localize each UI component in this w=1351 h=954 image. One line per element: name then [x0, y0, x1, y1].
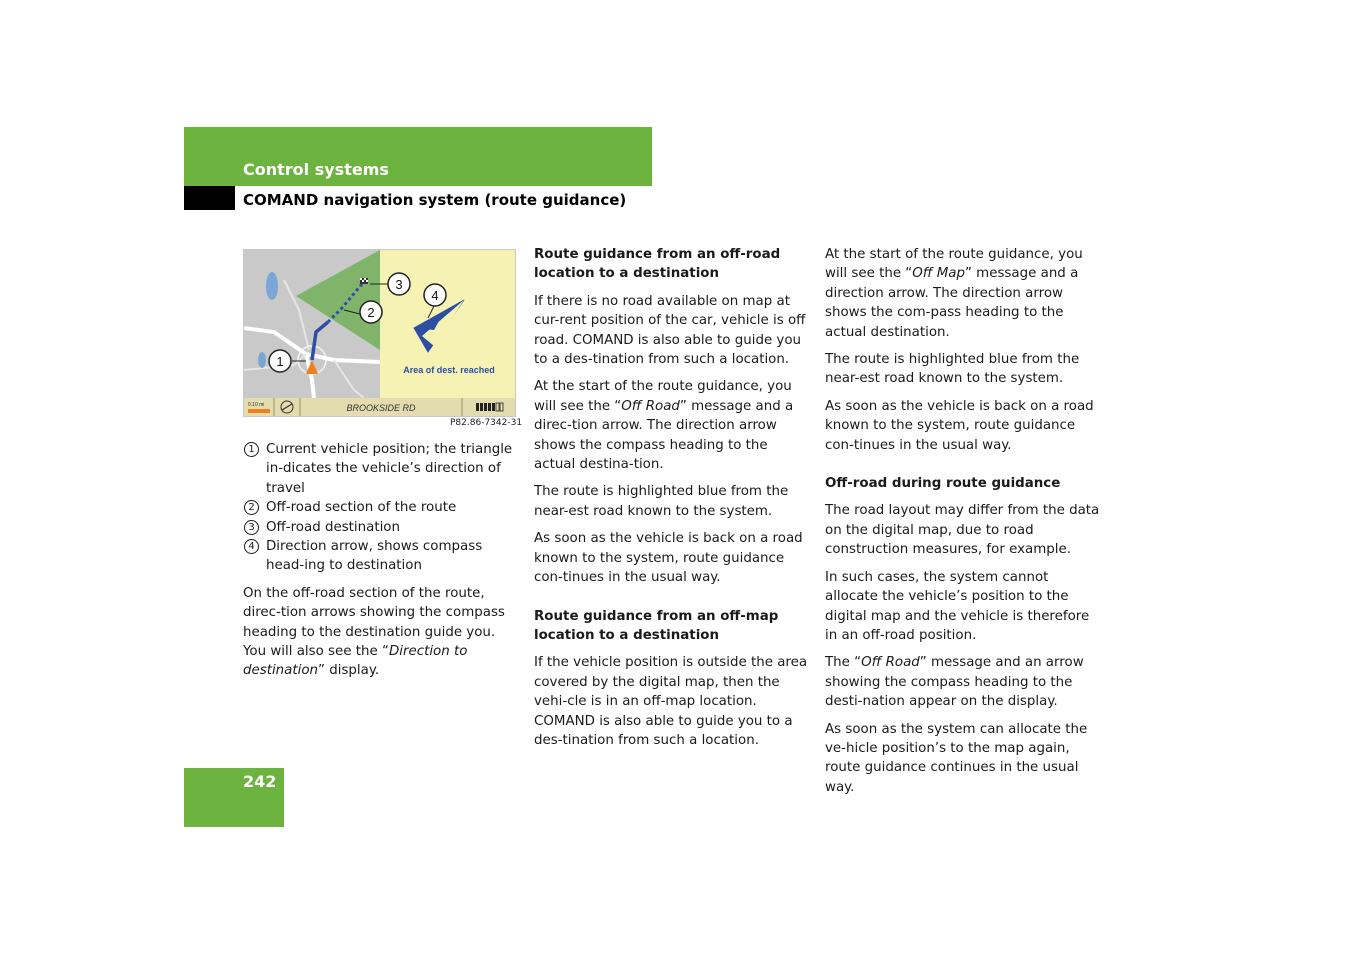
navigation-map [244, 250, 515, 416]
paragraph: As soon as the vehicle is back on a road known to the system, route guidance con-tinues in the usual way. [825, 398, 1094, 453]
svg-text:4: 4 [431, 288, 439, 303]
page-number: 242 [243, 772, 277, 791]
paragraph: The route is highlighted blue from the near-est road known to the system. [534, 484, 789, 519]
heading-off-road: Route guidance from an off-road location to a destination [534, 247, 781, 282]
legend-number: 4 [244, 539, 259, 554]
column-1 [243, 440, 519, 689]
legend-item [243, 498, 519, 517]
paragraph: If the vehicle position is outside the area covered by the digital map, then the vehi-cle is in an off-map location. COMAND is also able to guide you to a des-tination from such a location. [534, 655, 808, 748]
paragraph: In such cases, the system cannot allocate the vehicle’s position to the digital map and the vehicle is therefore in an off-road position. [825, 569, 1090, 643]
legend-number: 3 [244, 520, 259, 535]
figure-legend [243, 440, 519, 576]
column-2 [534, 245, 810, 758]
legend-item [243, 537, 519, 576]
legend-item [243, 440, 519, 498]
callout-1 [269, 350, 291, 372]
svg-text:1: 1 [276, 354, 284, 369]
paragraph: The “Off Road” message and an arrow showing the compass heading to the desti-nation appear on the display. [825, 655, 1084, 710]
legend-number: 1 [244, 442, 259, 457]
paragraph: As soon as the vehicle is back on a road known to the system, route guidance con-tinues in the usual way. [534, 531, 803, 586]
legend-text: Current vehicle position; the triangle in-dicates the vehicle’s direction of travel [266, 442, 513, 496]
figure-code: P82.86-7342-31 [450, 418, 523, 428]
destination-message: Area of dest. reached [403, 365, 495, 375]
section-title: Control systems [243, 160, 389, 179]
svg-text:2: 2 [367, 305, 375, 320]
heading-off-road-during-guidance: Off-road during route guidance [825, 476, 1061, 492]
paragraph: The road layout may differ from the data on the digital map, due to road construction measures, for example. [825, 503, 1100, 558]
paragraph: On the off-road section of the route, direc-tion arrows showing the compass heading to the destination guide you. You will also see the “Direction to destination” display. [243, 585, 505, 679]
paragraph: If there is no road available on map at cur-rent position of the car, vehicle is off road. COMAND is also able to guide you to a des-tination from such a location. [534, 293, 806, 368]
heading-off-map: Route guidance from an off-map location to a destination [534, 608, 779, 643]
street-name: BROOKSIDE RD [346, 403, 416, 413]
signal-strength-icon [476, 403, 503, 411]
paragraph: At the start of the route guidance, you will see the “Off Road” message and a direc-tion arrow. The direction arrow shows the compass heading to the actual destina-tion. [534, 379, 794, 473]
callout-3 [388, 273, 410, 295]
callout-4 [424, 284, 446, 306]
subsection-title: COMAND navigation system (route guidance) [243, 191, 627, 209]
legend-item [243, 518, 519, 537]
lake-icon [266, 272, 278, 300]
map-scale: 0.10 mi [248, 402, 265, 408]
legend-text: Off-road destination [266, 519, 400, 535]
navigation-screen-figure [243, 249, 516, 417]
paragraph: The route is highlighted blue from the near-est road known to the system. [825, 352, 1080, 387]
paragraph: At the start of the route guidance, you will see the “Off Map” message and a direction arrow. The direction arrow shows the com-pass heading to the actual destination. [825, 247, 1083, 340]
legend-text: Off-road section of the route [266, 500, 457, 516]
callout-2 [360, 301, 382, 323]
column-3 [825, 245, 1101, 805]
legend-number: 2 [244, 500, 259, 515]
svg-text:3: 3 [395, 277, 403, 292]
legend-text: Direction arrow, shows compass head-ing to destination [266, 539, 483, 574]
header-marker [184, 186, 235, 210]
paragraph: As soon as the system can allocate the ve-hicle position’s to the map again, route guidance continues in the usual way. [825, 721, 1088, 795]
